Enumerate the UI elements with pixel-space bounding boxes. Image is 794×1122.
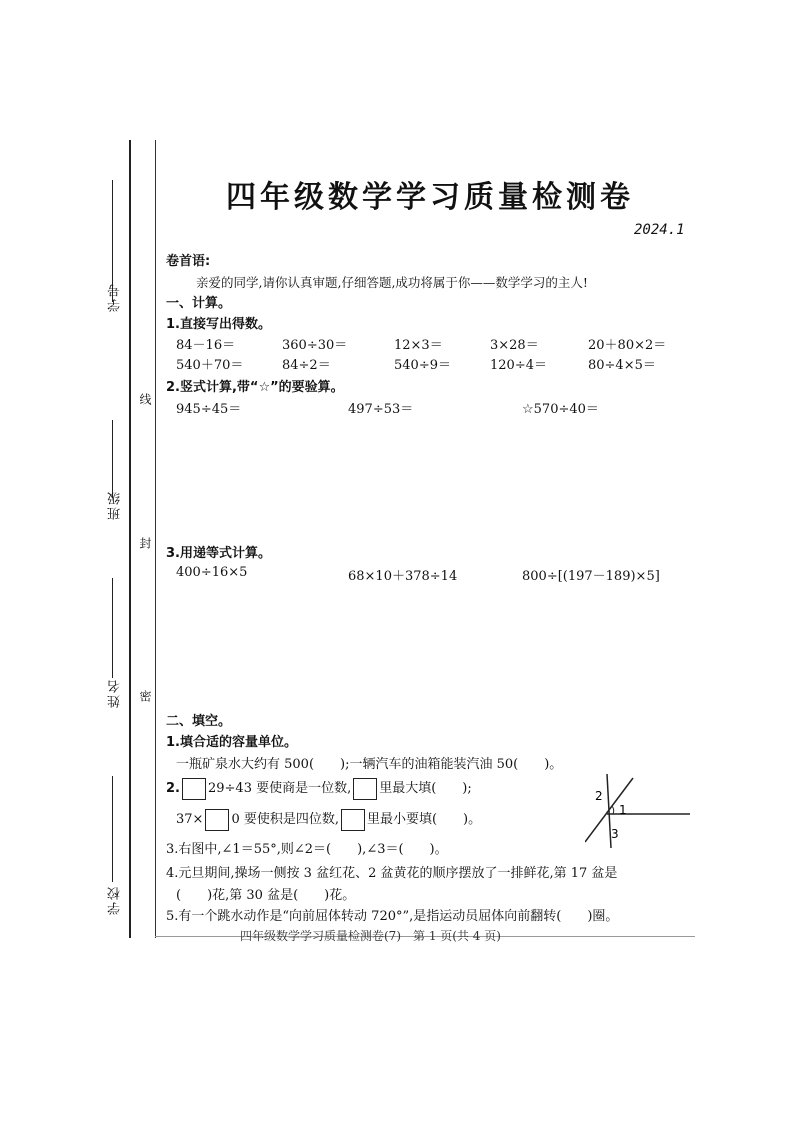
vertical-calc: ☆570÷40＝ <box>522 402 599 417</box>
s2-q2b-end: 里最小要填( )。 <box>366 812 482 827</box>
angle-label-2: 2 <box>595 789 603 803</box>
digit-box[interactable] <box>182 778 206 800</box>
oral-calc: 540＋70＝ <box>176 358 244 373</box>
oral-calc: 360÷30＝ <box>282 338 348 353</box>
seal-char-xian: 线 <box>138 393 152 405</box>
xingming-label: 姓名 <box>108 678 123 708</box>
digit-box[interactable] <box>353 778 377 800</box>
stepwise-calc: 400÷16×5 <box>176 565 248 580</box>
xuexiao-blank[interactable] <box>112 776 113 882</box>
s2-q2-line2 <box>176 808 481 831</box>
oral-calc: 3×28＝ <box>490 338 539 353</box>
s2-q3: 3.右图中,∠1＝55°,则∠2＝( ),∠3＝( )。 <box>166 842 448 857</box>
s2-q2b-prefix: 37× <box>176 812 204 827</box>
vertical-calc: 497÷53＝ <box>348 402 414 417</box>
preface-text: 亲爱的同学,请你认真审题,仔细答题,成功将属于你——数学学习的主人! <box>196 275 588 290</box>
section1-heading: 一、计算。 <box>166 296 232 311</box>
stepwise-calc: 800÷[(197－189)×5] <box>522 569 660 584</box>
s2-q2b-middle: 0 要使积是四位数, <box>231 812 339 827</box>
oral-calc: 80÷4×5＝ <box>588 358 656 373</box>
vertical-calc: 945÷45＝ <box>176 402 242 417</box>
page-footer: 四年级数学学习质量检测卷(7) 第 1 页(共 4 页) <box>240 929 501 943</box>
s2-q2-middle: 29÷43 要使商是一位数, <box>207 781 352 796</box>
angle-label-1: 1 <box>619 803 627 817</box>
s1-q3-title: 3.用递等式计算。 <box>166 546 271 561</box>
s2-q2-line1 <box>166 777 472 800</box>
xingming-blank[interactable] <box>112 578 113 678</box>
banji-label: 班级 <box>108 490 123 520</box>
binding-line <box>129 140 131 938</box>
preface-heading: 卷首语: <box>166 254 211 269</box>
section2-heading: 二、填空。 <box>166 714 232 729</box>
oral-calc: 20＋80×2＝ <box>588 338 667 353</box>
s2-q2-end: 里最大填( ); <box>379 781 472 796</box>
s2-q1-text: 一瓶矿泉水大约有 500( );一辆汽车的油箱能装汽油 50( )。 <box>176 757 563 772</box>
s2-q5: 5.有一个跳水动作是“向前屈体转动 720°”,是指运动员屈体向前翻转( )圈。 <box>166 909 619 924</box>
s1-q1-title: 1.直接写出得数。 <box>166 317 271 332</box>
seal-char-mi: 密 <box>138 690 152 702</box>
digit-box[interactable] <box>341 809 365 831</box>
exam-date: 2024.1 <box>634 222 685 238</box>
angle-arc <box>612 806 614 814</box>
xuexiao-label: 学校 <box>108 885 123 915</box>
s2-q2-number: 2. <box>166 781 180 796</box>
binding-line-inner <box>155 140 156 938</box>
page-title: 四年级数学学习质量检测卷 <box>226 180 634 215</box>
oral-calc: 84－16＝ <box>176 338 236 353</box>
s1-q2-title: 2.竖式计算,带“☆”的要验算。 <box>166 380 344 395</box>
banji-blank[interactable] <box>112 420 113 498</box>
oral-calc: 120÷4＝ <box>490 358 547 373</box>
oral-calc: 12×3＝ <box>394 338 443 353</box>
s2-q4-line2: ( )花,第 30 盆是( )花。 <box>176 888 356 903</box>
angle-label-3: 3 <box>611 827 619 841</box>
digit-box[interactable] <box>205 809 229 831</box>
s2-q1-title: 1.填合适的容量单位。 <box>166 735 297 750</box>
seal-char-feng: 封 <box>138 537 152 549</box>
xuehao-label: 学号 <box>108 282 123 312</box>
s2-q4-line1: 4.元旦期间,操场一侧按 3 盆红花、2 盆黄花的顺序摆放了一排鲜花,第 17 盆是 <box>166 866 618 881</box>
oral-calc: 84÷2＝ <box>282 358 331 373</box>
angle-figure <box>585 770 695 850</box>
stepwise-calc: 68×10＋378÷14 <box>348 569 458 584</box>
oral-calc: 540÷9＝ <box>394 358 451 373</box>
